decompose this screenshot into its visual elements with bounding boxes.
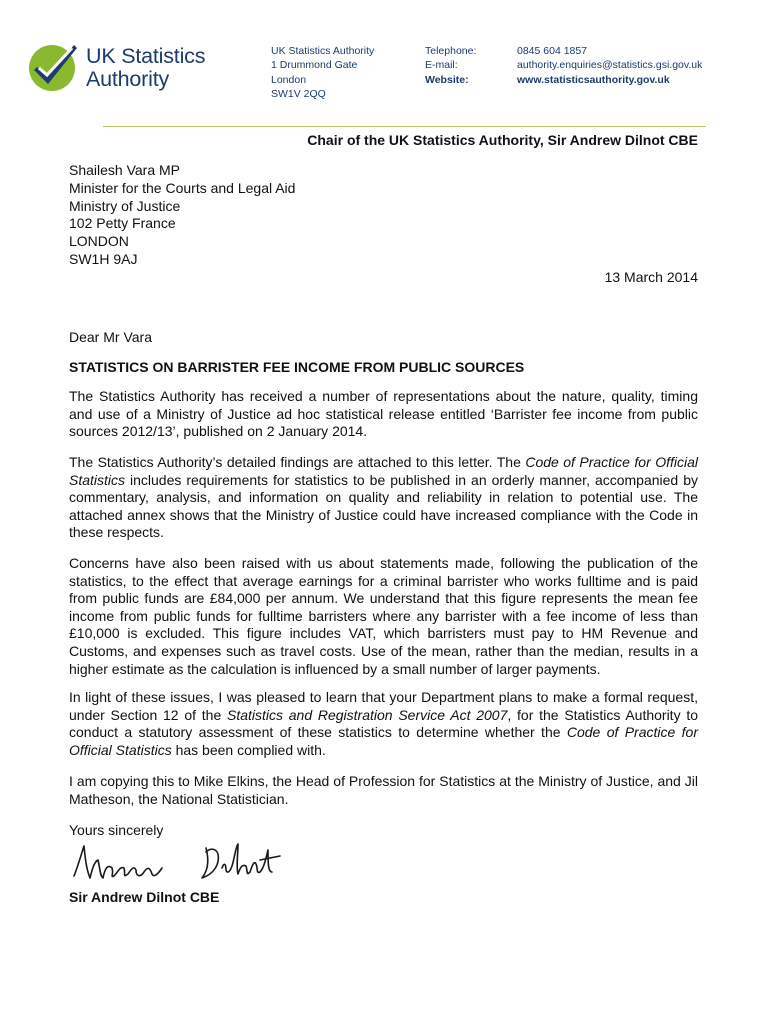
closing-phrase: Yours sincerely (69, 822, 164, 838)
authority-address (271, 44, 374, 101)
recipient-role: Minister for the Courts and Legal Aid (69, 179, 296, 196)
salutation: Dear Mr Vara (69, 329, 152, 345)
email-label: E-mail: (425, 59, 458, 72)
paragraph-2-code-title: Code of Practice for Official Statistics (69, 454, 698, 488)
paragraph-4-text-b: , for the Statistics Authority to conduct a statutory assessment of these statistics to determine whether the (69, 706, 698, 741)
address-postcode: SW1V 2QQ (271, 87, 326, 100)
tick-circle-icon (28, 40, 80, 94)
header-divider (103, 126, 706, 127)
telephone-value: 0845 604 1857 (517, 45, 588, 57)
uk-statistics-authority-logo (28, 40, 218, 96)
paragraph-2-text-b: includes requirements for statistics to be published in an orderly manner, accompanied by commentary, analysis, and information on quality and reliability in relation to potential use. The attached annex shows that the Ministry of Justice could have increased compliance with the Code in these respects. (69, 471, 698, 541)
logo-line-2: Authority (86, 67, 170, 91)
recipient-name: Shailesh Vara MP (69, 162, 181, 178)
letter-date: 13 March 2014 (604, 269, 698, 285)
recipient-street: 102 Petty France (69, 215, 176, 232)
paragraph-4 (69, 689, 698, 759)
email-value[interactable]: authority.enquiries@statistics.gsi.gov.uk (517, 59, 703, 72)
signature-image (70, 838, 285, 890)
paragraph-4-act-title: Statistics and Registration Service Act 2007 (226, 706, 508, 723)
address-street: 1 Drummond Gate (271, 59, 358, 72)
recipient-city: LONDON (69, 233, 129, 250)
paragraph-4-text-c: has been complied with. (171, 741, 326, 758)
subject-heading: STATISTICS ON BARRISTER FEE INCOME FROM PUBLIC SOURCES (69, 359, 525, 375)
paragraph-3 (69, 555, 698, 678)
handwritten-signature (70, 838, 285, 895)
logo-wordmark (86, 45, 205, 91)
website-label: Website: (425, 73, 469, 86)
paragraph-2-text-a: The Statistics Authority’s detailed findings are attached to this letter. The (69, 454, 526, 470)
paragraph-3-text: Concerns have also been raised with us about statements made, following the publication of the statistics, to the effect that average earnings for a criminal barrister who works fulltime and is paid from public funds are £84,000 per annum. We understand that this figure represents the mean fee income from public funds for fulltime barristers where any barrister with a fee income of less than £10,000 is excluded. This figure includes VAT, which barristers must pay to HM Revenue and Customs, and expenses such as travel costs. Use of the mean, rather than the median, results in a higher estimate as the calculation is influenced by a small number of larger payments. (69, 555, 698, 677)
address-org: UK Statistics Authority (271, 45, 375, 57)
logo-line-1: UK Statistics (86, 44, 206, 68)
contact-values (517, 44, 702, 87)
signer-name: Sir Andrew Dilnot CBE (69, 889, 220, 905)
recipient-address (69, 162, 295, 269)
contact-labels (425, 44, 476, 87)
paragraph-4-code-title: Code of Practice for Official Statistics (69, 724, 698, 758)
chair-line: Chair of the UK Statistics Authority, Sir Andrew Dilnot CBE (307, 132, 698, 148)
recipient-department: Ministry of Justice (69, 197, 181, 214)
paragraph-5 (69, 773, 698, 808)
paragraph-2 (69, 454, 698, 542)
paragraph-1 (69, 388, 698, 441)
recipient-postcode: SW1H 9AJ (69, 250, 138, 267)
address-city: London (271, 73, 307, 86)
paragraph-5-text: I am copying this to Mike Elkins, the Head of Profession for Statistics at the Ministry of Justice, and Jil Matheson, the National Statistician. (69, 773, 698, 807)
website-value[interactable]: www.statisticsauthority.gov.uk (517, 73, 670, 86)
paragraph-1-text: The Statistics Authority has received a number of representations about the nature, quality, timing and use of a Ministry of Justice ad hoc statistical release entitled ‘Barrister fee income from public sources 2012/13’, published on 2 January 2014. (69, 388, 698, 440)
paragraph-4-text-a: In light of these issues, I was pleased to learn that your Department plans to make a formal request, under Section 12 of the (69, 689, 698, 723)
telephone-label: Telephone: (425, 45, 477, 57)
